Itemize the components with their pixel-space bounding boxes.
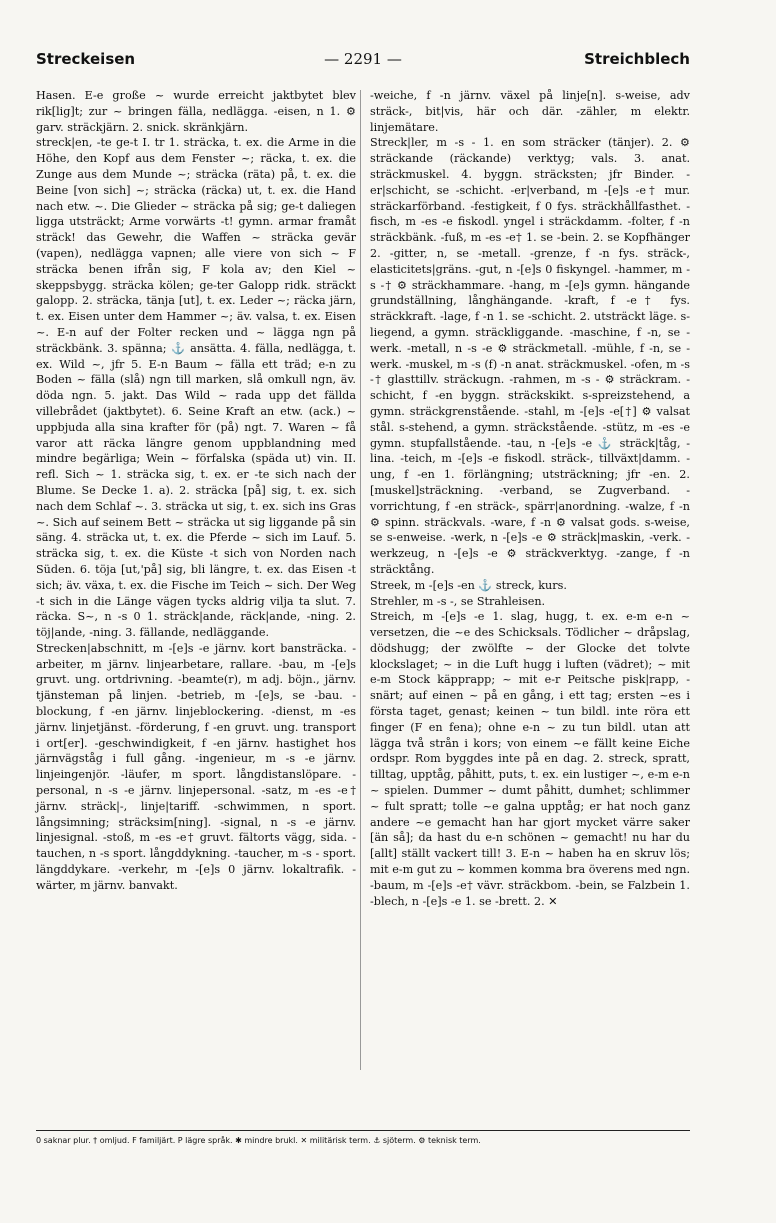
header-left-guide-word: Streckeisen <box>36 50 136 68</box>
left-column <box>36 88 356 894</box>
entry-paragraph: Strecken|abschnitt, m -[e]s -e järnv. kort bansträcka. -arbeiter, m järnv. linjearbetare, rallare. -bau, m -[e]s gruvt. ung. ortdrivning. -beamte(r), m adj. böjn., järnv. tjänsteman på linjen. -betrieb, m -[e]s, se -bau. -blockung, f -en järnv. linjeblockering. -dienst, m -es järnv. linjetjänst. -förderung, f -en gruvt. ung. transport i ort[er]. -geschwindigkeit, f -en järnv. hastighet hos järnvägståg i full gång. -ingenieur, m -s -e järnv. linjeingenjör. -läufer, m sport. långdistanslöpare. -personal, n -s -e järnv. linjepersonal. -satz, m -es -e† järnv. sträck|-, linje|tariff. -schwimmen, n sport. långsimning; sträcksim[ning]. -signal, n -s -e järnv. linjesignal. -stoß, m -es -e† gruvt. fältorts vägg, sida. -tauchen, n -s sport. långddykning. -taucher, m -s - sport. längddykare. -verkehr, m -[e]s 0 järnv. lokaltrafik. -wärter, m järnv. banvakt. <box>36 641 356 892</box>
column-divider <box>360 90 361 1070</box>
entry-paragraph: Hasen. E-e große ~ wurde erreicht jaktbytet blev rik[lig]t; zur ~ bringen fälla, nedlägga. -eisen, n 1. ⚙ garv. sträckjärn. 2. snick. skränkjärn. <box>36 89 356 134</box>
page-number: — 2291 — <box>324 50 402 68</box>
entry-paragraph: Streek, m -[e]s -en ⚓ streck, kurs. <box>370 578 567 592</box>
entry-paragraph: Streich, m -[e]s -e 1. slag, hugg, t. ex. e-m e-n ~ versetzen, die ~e des Schicksals. Tödlicher ~ dråpslag, dödshugg; der zwölfte ~ der Glocke det tolvte klockslaget; ~ in die Luft hugg i luften (vädret); ~ mit e-m Stock käpprapp; ~ mit e-r Peitsche pisk|rapp, -snärt; auf einen ~ på en gång, i ett tag; ersten ~es i första taget, genast; keinen ~ tun bildl. inte röra ett finger (F en fena); ohne e-n ~ zu tun bildl. utan att lägga två strån i kors; von einem ~e fällt keine Eiche ordspr. Rom byggdes inte på en dag. 2. streck, spratt, tilltag, upptåg, påhitt, puts, t. ex. ein lustiger ~, e-m e-n ~ spielen. Dummer ~ dumt påhitt, dumhet; schlimmer ~ fult spratt; tolle ~e galna upptåg; er hat noch ganz andere ~e gemacht han har gjort mycket värre saker [än så]; da hast du e-n schönen ~ gemacht! nu har du [allt] ställt vackert till! 3. E-n ~ haben ha en skruv lös; mit e-m gut zu ~ kommen komma bra överens med ngn. -baum, m -[e]s -e† vävr. sträckbom. -bein, se Falzbein 1. -blech, n -[e]s -e 1. se -brett. 2. ✕ <box>370 610 690 908</box>
footer-rule <box>36 1130 690 1131</box>
entry-paragraph: Strehler, m -s -, se Strahleisen. <box>370 594 546 608</box>
entry-paragraph: -weiche, f -n järnv. växel på linje[n]. s-weise, adv sträck-, bit|vis, här och där. -zähler, m elektr. linjemätare. <box>370 89 690 134</box>
entry-paragraph: streck|en, -te ge-t I. tr 1. sträcka, t. ex. die Arme in die Höhe, den Kopf aus dem Fenster ~; räcka, t. ex. die Zunge aus dem Munde ~; sträcka (räta) på, t. ex. die Beine [von sich] ~; sträcka (räcka) ut, t. ex. die Hand nach etw. ~. Die Glieder ~ sträcka på sig; ge-t daliegen ligga utsträckt; Arme vorwärts -t! gymn. armar framåt sträck! das Gewehr, die Waffen ~ sträcka gevär (vapen), nedlägga vapnen; alle viere von sich ~ F sträcka benen ifrån sig, F kola av; den Kiel ~ skeppsbygg. sträcka kölen; ge-ter Galopp ridk. sträckt galopp. 2. sträcka, tänja [ut], t. ex. Leder ~; räcka järn, t. ex. Eisen unter dem Hammer ~; äv. valsa, t. ex. Eisen ~. E-n auf der Folter recken und ~ lägga ngn på sträckbänk. 3. spänna; ⚓ ansätta. 4. fälla, nedlägga, t. ex. Wild ~, jfr 5. E-n Baum ~ fälla ett träd; e-n zu Boden ~ fälla (slå) ngn till marken, slå omkull ngn, äv. döda ngn. 5. jakt. Das Wild ~ rada upp det fällda villebrådet (jaktbytet). 6. Seine Kraft an etw. (ack.) ~ uppbjuda alla sina krafter för (på) ngt. 7. Waren ~ få varor att räcka längre genom uppblandning med mindre begärliga; Wein ~ förfalska (späda ut) vin. II. refl. Sich ~ 1. sträcka sig, t. ex. er -te sich nach der Blume. Se Decke 1. a). 2. sträcka [på] sig, t. ex. sich nach dem Schlaf ~. 3. sträcka ut sig, t. ex. sich ins Gras ~. Sich auf seinem Bett ~ sträcka ut sig liggande på sin säng. 4. sträcka ut, t. ex. die Pferde ~ sich im Lauf. 5. sträcka sig, t. ex. die Küste -t sich von Norden nach Süden. 6. töja [ut,'på] sig, bli längre, t. ex. das Eisen -t sich; äv. växa, t. ex. die Fische im Teich ~ sich. Der Weg -t sich in die Länge vägen tycks aldrig vilja ta slut. 7. räcka. S~, n -s 0 1. sträck|ande, räck|ande, -ning. 2. töj|ande, -ning. 3. fällande, nedläggande. <box>36 136 356 640</box>
right-column <box>370 88 690 909</box>
page-header <box>36 50 690 76</box>
header-right-guide-word: Streichblech <box>584 50 690 68</box>
abbreviation-legend: 0 saknar plur. † omljud. F familjärt. P lägre språk. ✱ mindre brukl. ✕ militärisk term. ⚓ sjöterm. ⚙ teknisk term. <box>36 1136 481 1145</box>
entry-paragraph: Streck|ler, m -s - 1. en som sträcker (tänjer). 2. ⚙ sträckande (räckande) verktyg; vals. 3. anat. sträckmuskel. 4. byggn. sträcksten; jfr Binder. -er|schicht, se -schicht. -er|verband, m -[e]s -e† mur. sträckarförband. -festigkeit, f 0 fys. sträckhållfasthet. -fisch, m -es -e fiskodl. yngel i sträckdamm. -folter, f -n sträckbänk. -fuß, m -es -e† 1. se -bein. 2. se Kopfhänger 2. -gitter, n, se -metall. -grenze, f -n fys. sträck-, elasticitets|gräns. -gut, n -[e]s 0 fiskyngel. -hammer, m -s -† ⚙ sträckhammare. -hang, m -[e]s gymn. hängande grundställning, långhängande. -kraft, f -e† fys. sträckkraft. -lage, f -n 1. se -schicht. 2. utsträckt läge. s-liegend, a gymn. sträckliggande. -maschine, f -n, se -werk. -metall, n -s -e ⚙ sträckmetall. -mühle, f -n, se -werk. -muskel, m -s (f) -n anat. sträckmuskel. -ofen, m -s -† glasttillv. sträckugn. -rahmen, m -s - ⚙ sträckram. -schicht, f -en byggn. sträckskikt. s-spreizstehend, a gymn. sträckgrenstående. -stahl, m -[e]s -e[†] ⚙ valsat stål. s-stehend, a gymn. sträckstående. -stütz, m -es -e gymn. stupfallstående. -tau, n -[e]s -e ⚓ sträck|tåg, -lina. -teich, m -[e]s -e fiskodl. sträck-, tillväxt|damm. -ung, f -en 1. förlängning; utsträckning; jfr -en. 2. [muskel]sträckning. -verband, se Zugverband. -vorrichtung, f -en sträck-, spärr|anordning. -walze, f -n ⚙ spinn. sträckvals. -ware, f -n ⚙ valsat gods. s-weise, se s-enweise. -werk, n -[e]s -e ⚙ sträck|maskin, -verk. -werkzeug, n -[e]s -e ⚙ sträckverktyg. -zange, f -n sträcktång. <box>370 136 690 576</box>
